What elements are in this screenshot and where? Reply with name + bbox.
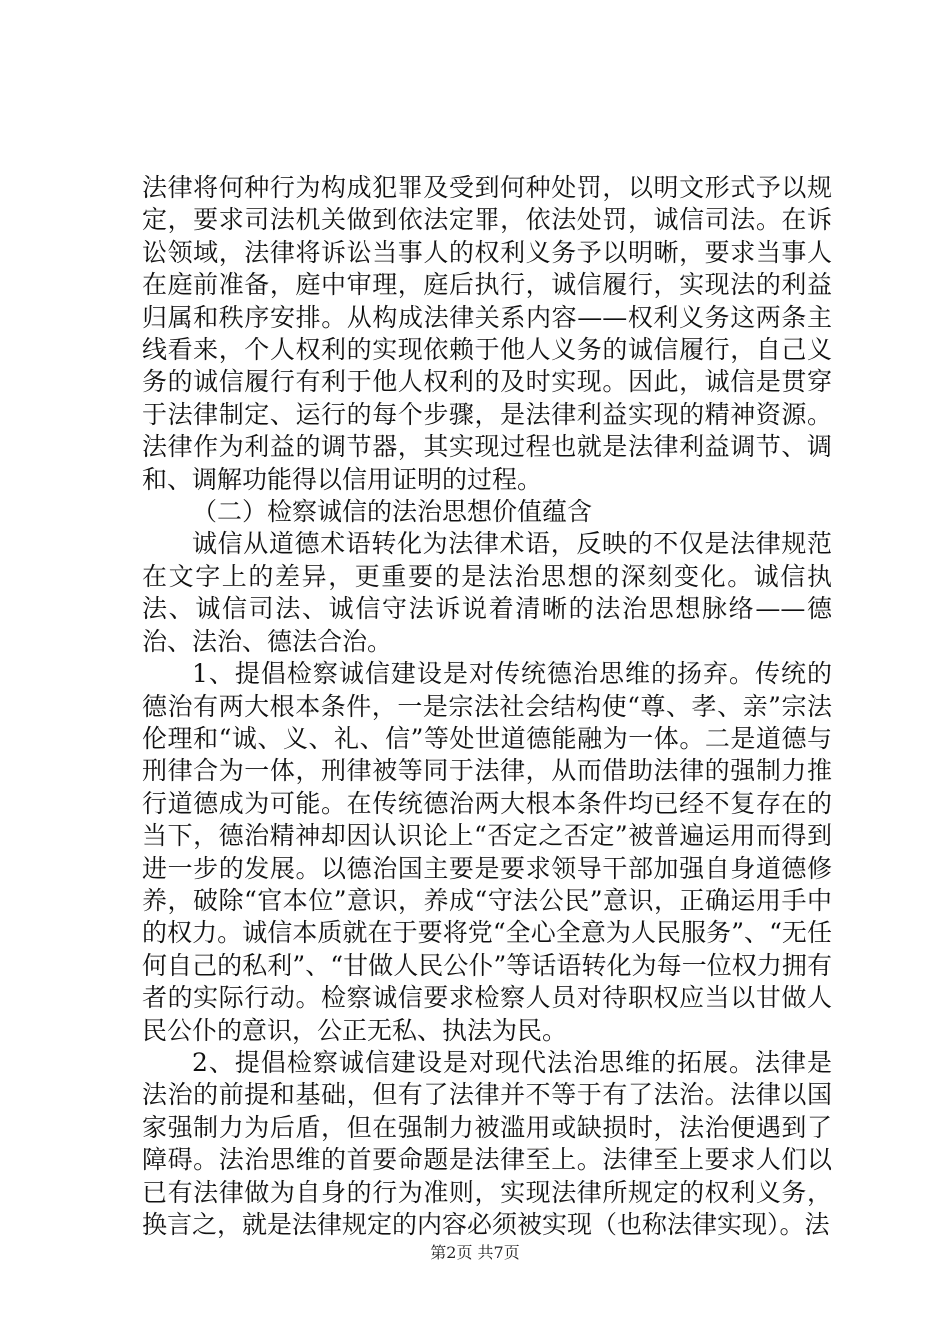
page-number-footer: 第2页 共7页 [430,1243,520,1262]
paragraph-point-2: 2、提倡检察诚信建设是对现代法治思维的拓展。法律是法治的前提和基础，但有了法律并不等于有了法治。法律以国家强制力为后盾，但在强制力被滥用或缺损时，法治便遇到了障碍。法治思维的首要命题是法律至上。法律至上要求人们以已有法律做为自身的行为准则，实现法律所规定的权利义务，换言之，就是法律规定的内容必须被实现（也称法律实现）。法 [142,1047,832,1239]
document-body [142,172,832,1241]
paragraph-continuation: 法律将何种行为构成犯罪及受到何种处罚，以明文形式予以规定，要求司法机关做到依法定罪，依法处罚，诚信司法。在诉讼领域，法律将诉讼当事人的权利义务予以明晰，要求当事人在庭前准备，庭中审理，庭后执行，诚信履行，实现法的利益归属和秩序安排。从构成法律关系内容——权利义务这两条主线看来，个人权利的实现依赖于他人义务的诚信履行，自己义务的诚信履行有利于他人权利的及时实现。因此，诚信是贯穿于法律制定、运行的每个步骤，是法律利益实现的精神资源。法律作为利益的调节器，其实现过程也就是法律利益调节、调和、调解功能得以信用证明的过程。 [142,173,832,494]
section-heading: （二）检察诚信的法治思想价值蕴含 [192,497,593,527]
paragraph-point-1: 1、提倡检察诚信建设是对传统德治思维的扬弃。传统的德治有两大根本条件，一是宗法社会结构使“尊、孝、亲”宗法伦理和“诚、义、礼、信”等处世道德能融为一体。二是道德与刑律合为一体，刑律被等同于法律，从而借助法律的强制力推行道德成为可能。在传统德治两大根本条件均已经不复存在的当下，德治精神却因认识论上“否定之否定”被普遍运用而得到进一步的发展。以德治国主要是要求领导干部加强自身道德修养，破除“官本位”意识，养成“守法公民”意识，正确运用手中的权力。诚信本质就在于要将党“全心全意为人民服务”、“无任何自己的私利”、“甘做人民公仆”等话语转化为每一位权力拥有者的实际行动。检察诚信要求检察人员对待职权应当以甘做人民公仆的意识，公正无私、执法为民。 [142,659,832,1045]
paragraph-intro: 诚信从道德术语转化为法律术语，反映的不仅是法律规范在文字上的差异，更重要的是法治思想的深刻变化。诚信执法、诚信司法、诚信守法诉说着清晰的法治思想脉络——德治、法治、德法合治。 [142,529,832,656]
